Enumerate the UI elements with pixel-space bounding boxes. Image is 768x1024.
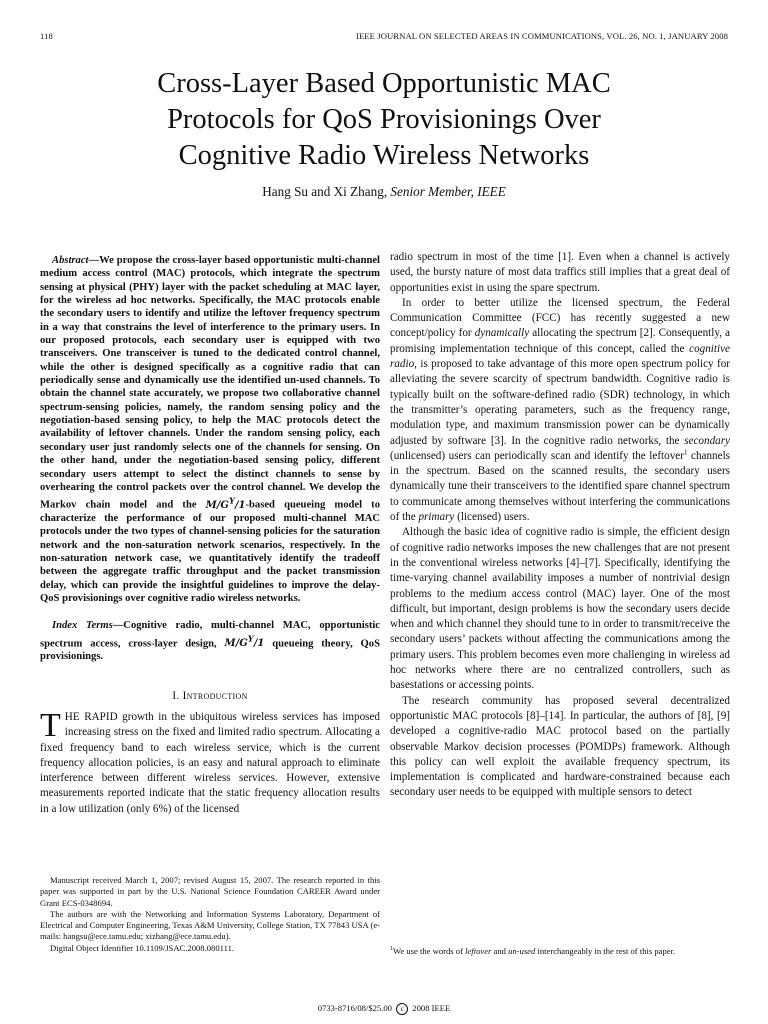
left-footnotes (40, 875, 380, 954)
paper-title (60, 66, 708, 174)
abstract-label: Abstract (52, 255, 89, 266)
intro-paragraph (40, 706, 380, 817)
issn-price: 0733-8716/08/$25.00 (317, 1003, 392, 1013)
right-column (390, 250, 730, 801)
section-title: Introduction (182, 689, 248, 702)
right-paragraph-4: The research community has proposed several decentralized opportunistic MAC protocols [8]–[14]. In particular, the authors of [8], [9] developed a cognitive-radio MAC protocol based on the partially observable Markov decision processes (POMDPs) framework. Although this policy can well exploit the available frequency spectrum, its implementation is complicated and hardware-constrained because each secondary user needs to be equipped with multiple sensors to detect (390, 694, 730, 799)
p2-em-dynamically: dynamically (474, 327, 530, 340)
footnote-ref-1: 1 (683, 448, 688, 457)
p2-text-f: (licensed) users. (454, 511, 530, 524)
abstract-math: $M/G^Y/1$ (205, 495, 246, 511)
right-footnote (390, 944, 730, 957)
abstract-text-2: -based queueing model to characterize the performance of our proposed multi-channel MAC protocols under the two types of channel-sensing policies for the saturation network and the non-saturation network scenarios, respectively. In the non-saturation network case, we quantitatively identify the tradeoff between the aggregate traffic throughput and the packet transmission delay, which can provide the insightful guidelines to improve the delay-QoS provisionings over cognitive radio wireless networks. (40, 499, 381, 604)
p2-em-secondary: secondary (684, 434, 730, 447)
copyright-line (0, 1003, 768, 1015)
authors-line (60, 184, 708, 200)
p2-text-b: allocating the spectrum [2]. Consequently, a promising implementation technique of this concept, called the (390, 327, 730, 355)
right-paragraph-3: Although the basic idea of cognitive radio is simple, the efficient design of cognitive radio networks imposes the new challenges that are not present in the conventional wireless networks [4]–[7]. Specifically, identifying the time-varying channel availability imposes a number of nontrivial design problems to the medium access control (MAC) layer. One of the most difficult, but important, design problems is how the secondary users decide when and which channel they should tune to in order to transmit/receive the secondary users’ packets without affecting the communications among the primary users. This problem becomes even more challenging in wireless ad hoc networks where there are no centralized controllers, such as basestations or accessing points. (390, 526, 730, 692)
abstract (40, 254, 380, 605)
footnote-manuscript: Manuscript received March 1, 2007; revised August 15, 2007. The research reported in this paper was supported in part by the U.S. National Science Foundation CAREER Award under Grant ECS-0348694. (40, 875, 380, 908)
title-line-2: Protocols for QoS Provisionings Over (167, 104, 601, 135)
right-paragraph-1: radio spectrum in most of the time [1]. Even when a channel is actively used, the bursty nature of most data traffics still implies that a great deal of opportunities exist in using the spare spectrum. (390, 251, 730, 294)
p2-em-cognitive-radio: cognitive radio (390, 342, 730, 371)
p2-em-primary: primary (418, 511, 455, 524)
right-footnote-em-leftover: leftover (465, 945, 492, 956)
author-membership: Senior Member, IEEE (390, 184, 506, 199)
p2-text-e: channels in the spectrum. Based on the scanned results, the secondary users dynamically tune their transceivers to the identified spare channel spectrum to communicate among themselves without interfering the communications of the (390, 449, 730, 524)
index-terms (40, 619, 380, 663)
right-paragraph-2 (390, 296, 730, 525)
intro-caps-word: HE RAPID (64, 710, 118, 723)
footnote-doi: Digital Object Identifier 10.1109/JSAC.2008.080111. (50, 942, 235, 953)
title-line-3: Cognitive Radio Wireless Networks (178, 140, 590, 171)
p2-text-d: (unlicensed) users can periodically scan and identify the leftover (390, 449, 684, 462)
right-footnote-text-b: and (491, 945, 509, 956)
author-names: Hang Su and Xi Zhang, (262, 184, 388, 199)
p2-text-c: , is proposed to take advantage of this more open spectrum policy for alleviating the severe scarcity of spectrum bandwidth. Cognitive radio is typically built on the software-defined radio (SDR) technology, in which the transmitter’s operating parameters, such as the frequency range, modulation type, and maximum transmission power can be dynamically adjusted by software [3]. In the cognitive radio networks, the (390, 358, 730, 447)
abstract-text-1: —We propose the cross-layer based opportunistic multi-channel medium access control (MAC) protocols, which integrate the spectrum sensing at physical (PHY) layer with the packet scheduling at MAC layer, for the wireless ad hoc networks. Specifically, the MAC protocols enable the secondary users to identify and utilize the leftover frequency spectrum in a way that constrains the level of interference to the primary users. In our proposed protocols, each secondary user is equipped with two transceivers. One transceiver is tuned to the dedicated control channel, while the other is designed specifically as a cognitive radio that can periodically sense and dynamically use the identified un-used channels. To obtain the channel state accurately, we propose two collaborative channel spectrum-sensing policies, namely, the random sensing policy and the negotiation-based sensing policy, to help the MAC protocols detect the availability of leftover channels. Under the random sensing policy, each secondary user just randomly selects one of the channels for sensing. On the other hand, under the negotiation-based sensing policy, different secondary users attempt to select the distinct channels to sense by overhearing the control packets over the control channel. We develop the Markov chain model and the (40, 255, 380, 511)
right-footnote-em-unused: un-used (508, 945, 536, 956)
index-terms-text-1: —Cognitive radio, multi-channel MAC, opportunistic spectrum access, cross-layer design, (40, 620, 380, 649)
running-head (40, 31, 728, 45)
index-terms-math: $M/G^Y/1$ (224, 633, 265, 649)
drop-cap: T (40, 706, 61, 744)
copyright-icon: c (396, 1003, 408, 1015)
p2-text-a: In order to better utilize the licensed spectrum, the Federal Communication Committee (FCC) has recently suggested a new concept/policy for (390, 296, 730, 340)
section-heading-introduction (40, 689, 380, 704)
index-terms-label: Index Terms (52, 620, 113, 632)
footnote-authors: The authors are with the Networking and Information Systems Laboratory, Department of Electrical and Computer Engineering, Texas A&M University, College Station, TX 77843 USA (e-mails: hangsu@ece.tamu.edu; xizhang@ece.tamu.edu). (40, 908, 380, 942)
right-footnote-text-c: interchangeably in the rest of this paper. (535, 945, 676, 956)
right-footnote-mark: 1 (390, 946, 393, 952)
copyright-year: 2008 IEEE (412, 1003, 451, 1013)
title-line-1: Cross-Layer Based Opportunistic MAC (157, 68, 611, 99)
left-column (40, 254, 380, 817)
index-terms-text-2: queueing theory, QoS provisionings. (40, 637, 380, 663)
page-number: 118 (40, 31, 53, 41)
right-footnote-text-a: We use the words of (393, 945, 466, 956)
journal-line: IEEE JOURNAL ON SELECTED AREAS IN COMMUNICATIONS, VOL. 26, NO. 1, JANUARY 2008 (356, 31, 728, 41)
intro-text: growth in the ubiquitous wireless services has imposed increasing stress on the fixed and limited radio spectrum. Allocating a fixed frequency band to each wireless service, which is the current frequency allocation policies, is an easy and natural approach to eliminate interference between different wireless services. However, extensive measurements reported indicate that the static frequency allocation results in a low utilization (only 6%) of the licensed (40, 710, 380, 815)
section-numeral: I. (172, 689, 180, 702)
